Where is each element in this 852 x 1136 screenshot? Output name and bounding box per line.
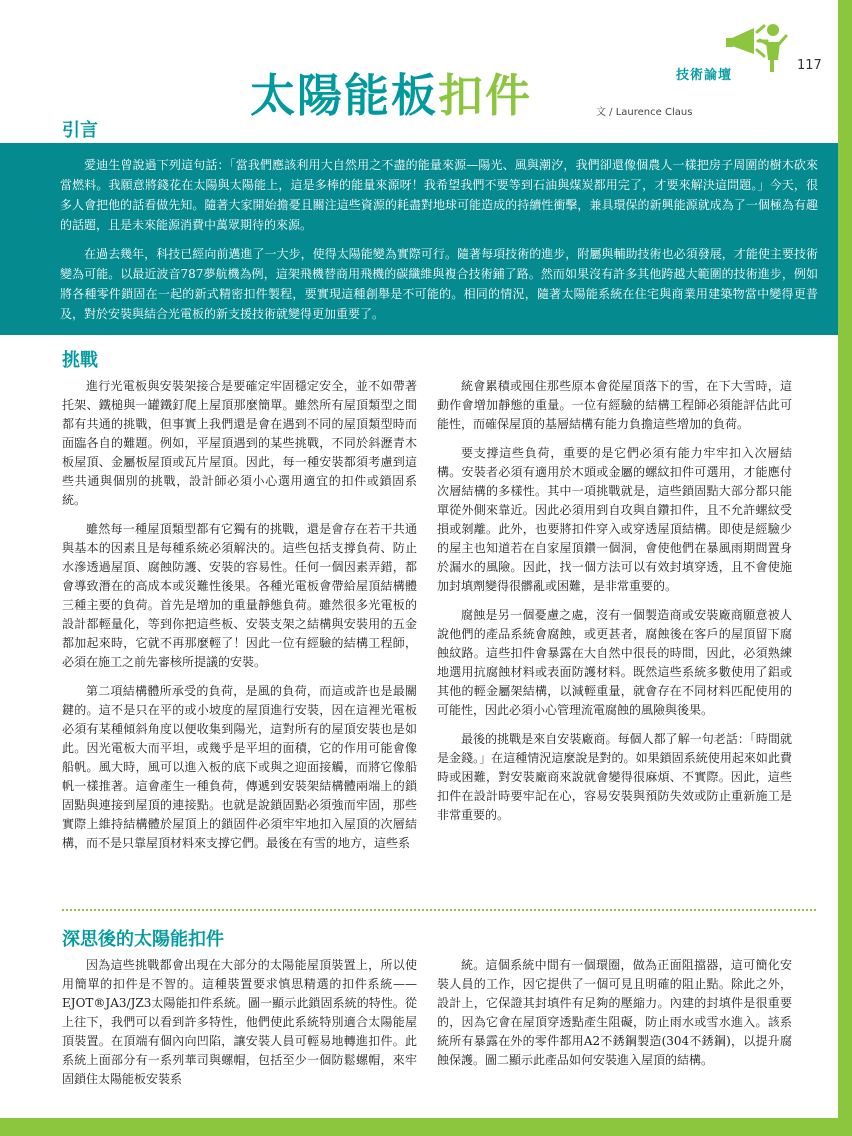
article-title: [250, 70, 532, 122]
body-paragraph: 最後的挑戰是來自安裝廠商。每個人都了解一句老話：「時間就是金錢。」在這種情況這麼說是對的。如果鎖固系統使用起來如此費時或困難，對安裝廠商來說就會變得很麻煩、不實際。因此，這些扣件在設計時要牢記在心，容易安裝與預防失效或防止重新施工是非常重要的。: [437, 732, 792, 822]
solution-left-column: [62, 956, 417, 1099]
solution-heading: 深思後的太陽能扣件: [62, 929, 224, 950]
body-paragraph: 雖然每一種屋頂類型都有它獨有的挑戰，還是會存在若干共通與基本的因素且是每種系統必須解決的。這些包括支撐負荷、防止水滲透過屋頂、腐蝕防護、安裝的容易性。任何一個因素弄錯，都會導致潛在的高成本或災難性後果。各種光電板會帶給屋頂結構體三種主要的負荷。首先是增加的重量靜態負荷。雖然很多光電板的設計都輕量化，等到你把這些板、安裝支架之結構與安裝用的五金都加起來時，它就不再那麼輕了！因此一位有經驗的結構工程師，必須在施工之前先審核所提議的安裝。: [62, 522, 417, 669]
section-divider: [62, 909, 816, 911]
title-part-accent: 扣件: [438, 69, 533, 122]
right-edge-bar: [838, 0, 852, 1136]
section-label: 技術論壇: [676, 68, 733, 83]
body-paragraph: 統會累積或囤住那些原本會從屋頂落下的雪，在下大雪時，這動作會增加靜態的重量。一位有經驗的結構工程師必須能評估此可能性，而確保屋頂的基層結構有能力負擔這些增加的負荷。: [437, 379, 792, 431]
intro-paragraph: 愛迪生曾說過下列這句話：「當我們應該利用大自然用之不盡的能量來源—陽光、風與潮汐，我們卻還像個農人一樣把房子周圍的樹木砍來當燃料。我願意將錢花在太陽與太陽能上，這是多棒的能量來源呀！我希望我們不要等到石油與煤炭都用完了，才要來解決這問題。」今天，很多人會把他的話看做先知。隨著大家開始擔憂且關注這些資源的耗盡對地球可能造成的持續性衝擊，兼具環保的新興能源就成為了一個極為有趣的話題，且是未來能源消費中萬眾期待的來源。: [60, 158, 818, 232]
solution-right-column: [437, 956, 792, 1080]
body-paragraph: 腐蝕是另一個憂慮之處，沒有一個製造商或安裝廠商願意被人說他們的產品系統會腐蝕，或更甚者，腐蝕後在客戶的屋頂留下腐蝕紋路。這些扣件會暴露在大自然中很長的時間，因此，必須熟練地選用抗腐蝕材料或表面防護材料。既然這些系統多數使用了鋁或其他的輕金屬架結構，以減輕重量，就會存在不同材料匹配使用的可能性，因此必須小心管理流電腐蝕的風險與後果。: [437, 608, 792, 717]
challenge-heading: 挑戰: [62, 350, 98, 371]
bottom-edge-bar: [0, 1118, 852, 1136]
body-paragraph: 因為這些挑戰都會出現在大部分的太陽能屋頂裝置上，所以使用簡單的扣件是不智的。這種裝置要求慎思精選的扣件系統——EJOT®JA3/JZ3太陽能扣件系統。圖一顯示此鎖固系統的特性。從上往下，我們可以看到許多特性，他們使此系統特別適合太陽能屋頂裝置。在頂端有個內向凹陷，讓安裝人員可輕易地轉進扣件。此系統上面部分有一系列華司與螺帽，包括至少一個防鬆螺帽，來牢固鎖住太陽能板安裝系: [62, 958, 417, 1086]
intro-paragraph: 在過去幾年，科技已經向前邁進了一大步，使得太陽能變為實際可行。隨著每項技術的進步，附屬與輔助技術也必須發展，才能使主要技術變為可能。以最近波音787夢航機為例，這架飛機替商用飛機的碳纖維與複合技術鋪了路。然而如果沒有許多其他跨越大範圍的技術進步，例如將各種零件鎖固在一起的新式精密扣件製程，要實現這種創舉是不可能的。相同的情況，隨著太陽能系統在住宅與商業用建築物當中變得更普及，對於安裝與結合光電板的新支援技術就變得更加重要了。: [60, 247, 818, 321]
title-part-main: 太陽能板: [250, 69, 439, 122]
challenge-left-column: [62, 377, 417, 863]
body-paragraph: 統。這個系統中間有一個環圈，做為正面阻擋器，這可簡化安裝人員的工作，因它提供了一個可見且明確的阻止點。除此之外，設計上，它保證其封填件有足夠的壓縮力。內建的封填件是很重要的，因為它會在屋頂穿透點產生阻礙，防止雨水或雪水進入。該系統所有暴露在外的零件都用A2不銹鋼製造(304不銹鋼)，以提升腐蝕保護。圖二顯示此產品如何安裝進入屋頂的結構。: [437, 958, 792, 1067]
intro-heading: 引言: [62, 120, 98, 141]
intro-band: [0, 143, 838, 335]
challenge-right-column: [437, 377, 792, 835]
body-paragraph: 第二項結構體所承受的負荷，是風的負荷，而這或許也是最關鍵的。這不是只在平的或小坡度的屋頂進行安裝，因在這裡光電板必須有某種傾斜角度以便收集到陽光，這對所有的屋頂安裝也是如此。因光電板大而平坦，或幾乎是平坦的面積，它的作用可能會像船帆。風大時，風可以進入板的底下或與之迎面接觸，而將它像船帆一樣推著。這會產生一種負荷，傳遞到安裝架結構體兩端上的鎖固點與連接到屋頂的連接點。也就是說鎖固點必須強而牢固，那些實際上維持結構體於屋頂上的鎖固件必須牢牢地扣入屋頂的次層結構，而不是只靠屋頂材料來支撐它們。最後在有雪的地方，這些系: [62, 684, 417, 850]
body-paragraph: 進行光電板與安裝架接合是要確定牢固穩定安全，並不如帶著托架、鐵槌與一罐鐵釘爬上屋頂那麼簡單。雖然所有屋頂類型之間都有共通的挑戰，但事實上我們還是會在遇到不同的屋頂類型時而面臨各自的難題。例如，平屋頂遇到的某些挑戰，不同於斜瀝青木板屋頂、金屬板屋頂或瓦片屋頂。因此，每一種安裝都須考慮到這些共通與個別的挑戰，設計師必須小心選用適宜的扣件或鎖固系統。: [62, 379, 417, 507]
page-number: 117: [797, 58, 822, 73]
body-paragraph: 要支撐這些負荷，重要的是它們必須有能力牢牢扣入次層結構。安裝者必須有適用於木頭或金屬的螺紋扣件可選用，才能應付次層結構的多樣性。其中一項挑戰就是，這些鎖固點大部分都只能單從外側來靠近。因此必須用到自攻與自鑽扣件，且不允許螺紋受損或剝離。此外，也要將扣件穿入或穿透屋頂結構。即使是經驗少的屋主也知道若在自家屋頂鑽一個洞，會使他們在暴風雨期間置身於漏水的風險。因此，找一個方法可以有效封填穿透，且不會使施加封填劑變得很髒亂或困難，是非常重要的。: [437, 446, 792, 593]
author-line: 文 / Laurence Claus: [596, 107, 693, 118]
